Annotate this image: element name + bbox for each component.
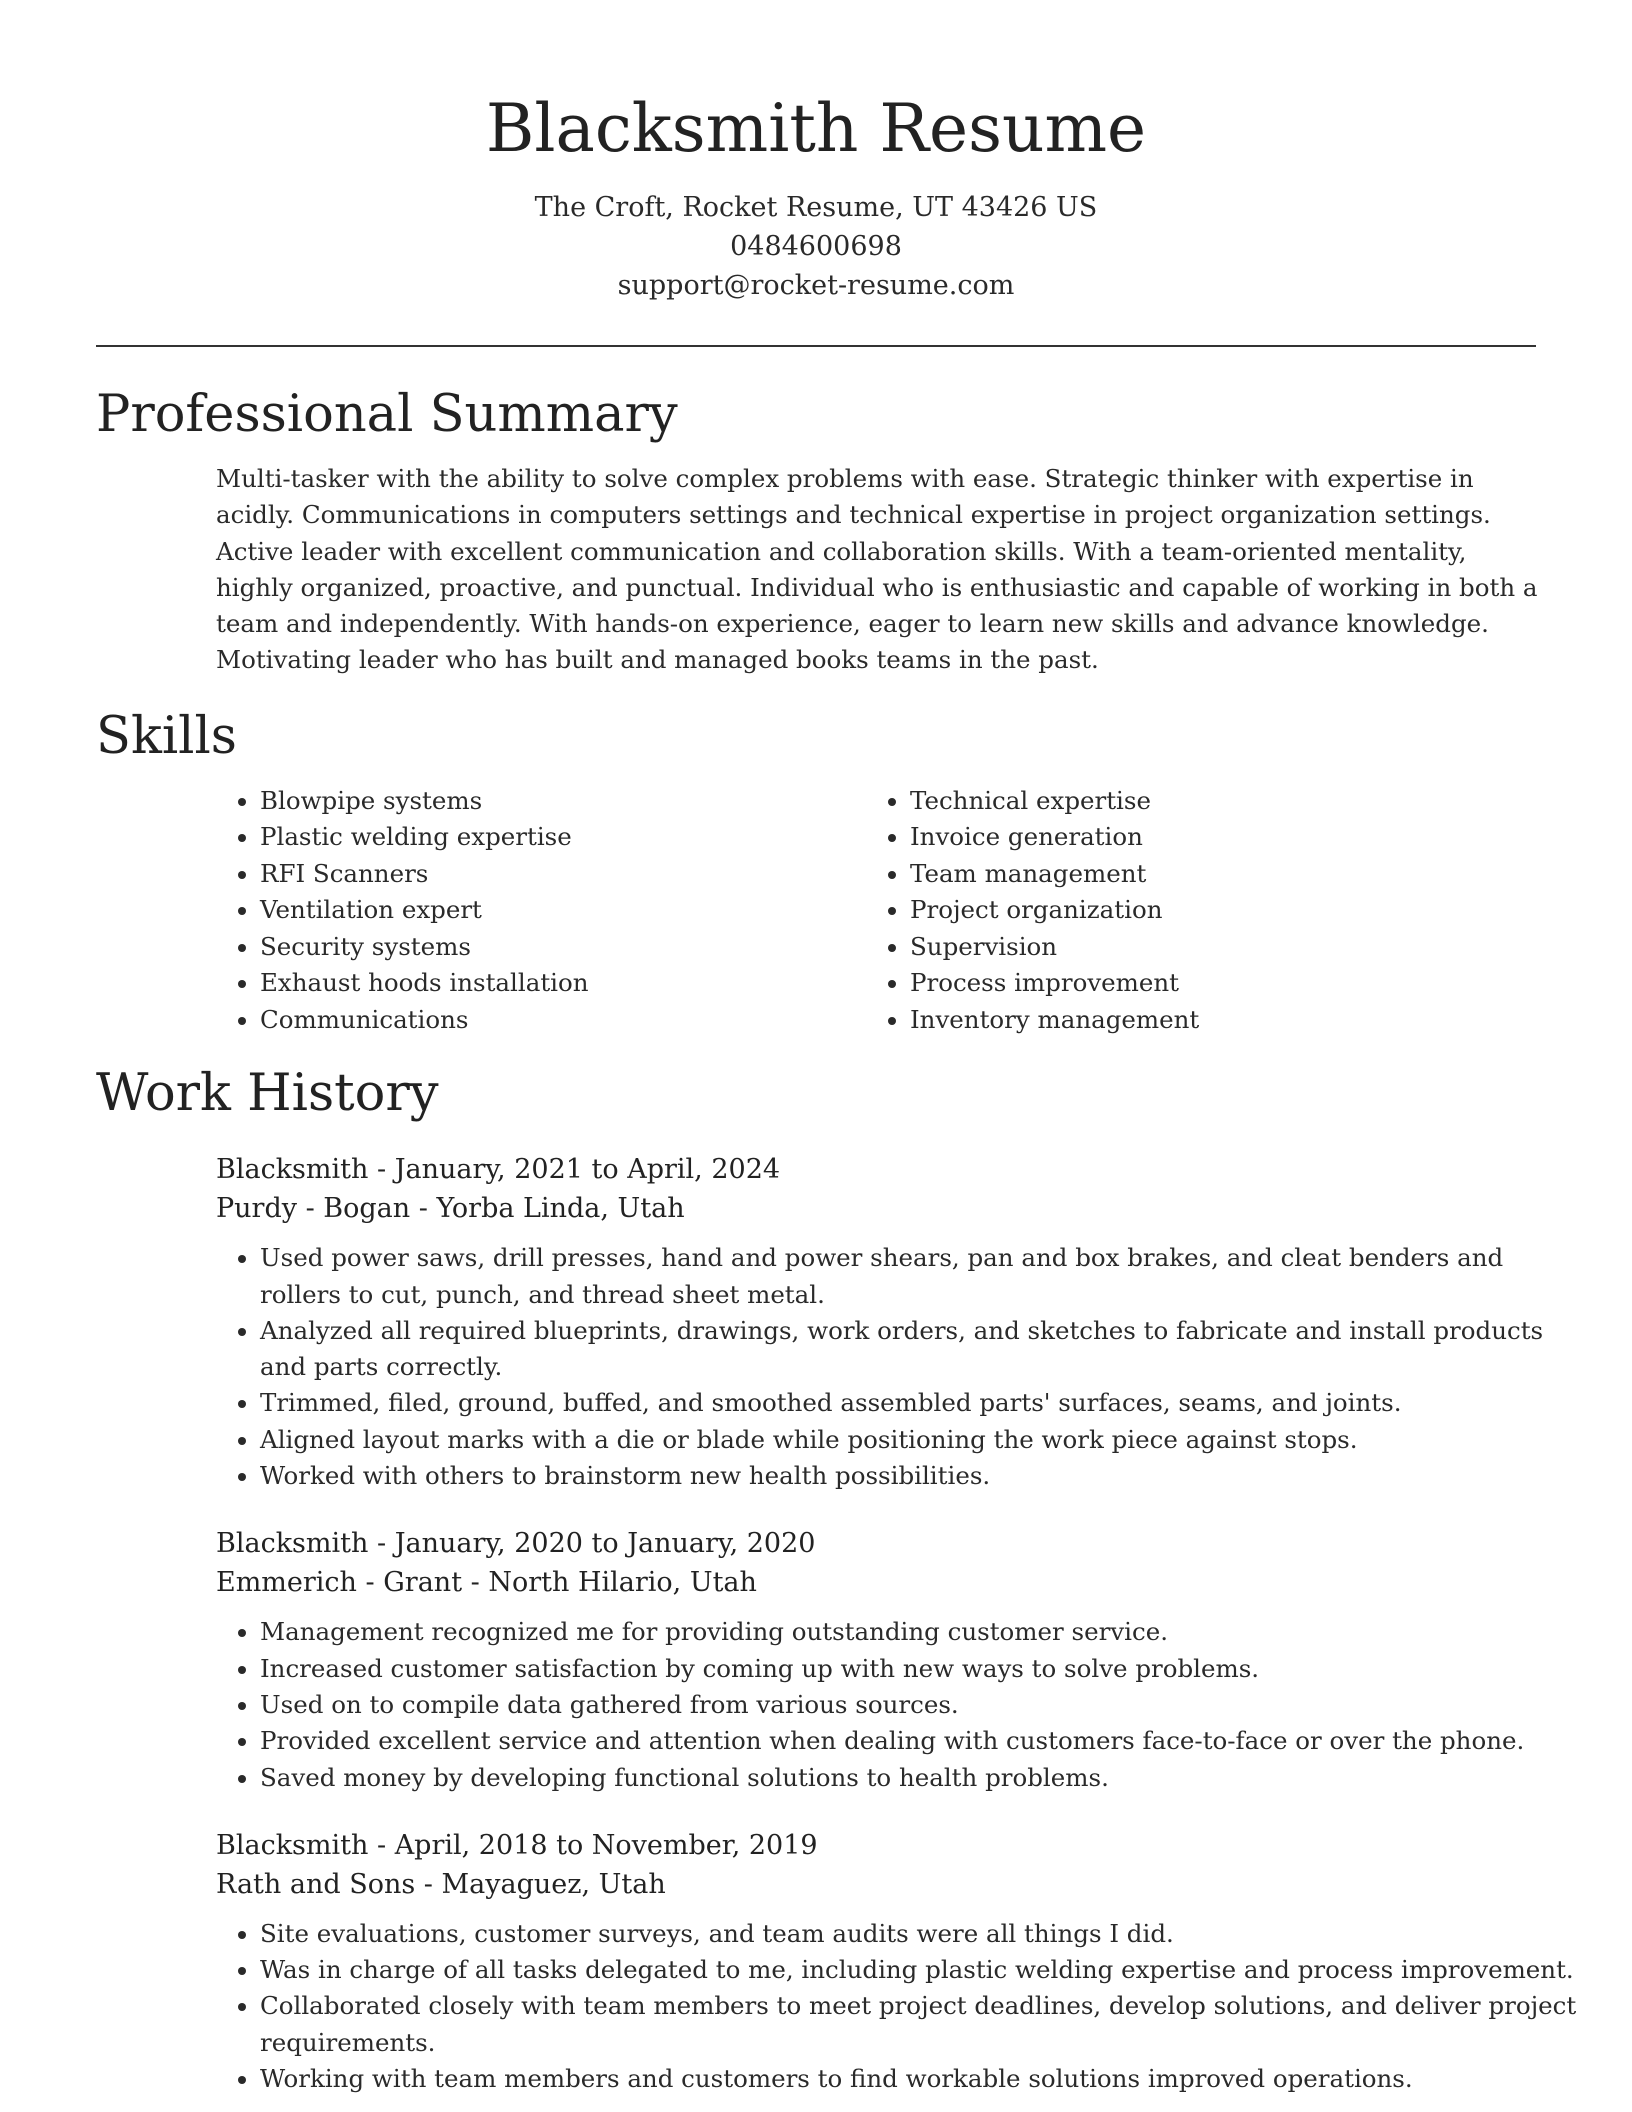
skill-item: • Communications [260, 1002, 866, 1039]
job-bullet: • Collaborated closely with team members to meet project deadlines, develop solutions, and deliver project requirements. [260, 1988, 1582, 2061]
contact-address: The Croft, Rocket Resume, UT 43426 US [534, 192, 1098, 223]
job-company: Purdy - Bogan [216, 1193, 411, 1225]
job-bullets [216, 1614, 1582, 1795]
skill-item: • Process improvement [910, 965, 1516, 1002]
header-divider [96, 345, 1536, 347]
skill-item: • Ventilation expert [260, 892, 866, 929]
skill-item: • Blowpipe systems [260, 783, 866, 820]
work-history-heading: Work History [96, 1064, 439, 1124]
summary-text: Multi-tasker with the ability to solve complex problems with ease. Strategic thinker with expertise in acidly. Communications in computers settings and technical expertise in project organization settings. Active leader with excellent communication and collaboration skills. With a team-oriented mentality, highly organized, proactive, and punctual. Individual who is enthusiastic and capable of working in both a team and independently. With hands-on experience, eager to learn new skills and advance knowledge. Motivating leader who has built and managed books teams in the past. [216, 464, 1538, 675]
skill-item: • Team management [910, 856, 1516, 893]
job-bullet: • Used on to compile data gathered from various sources. [260, 1687, 1582, 1723]
job-title: Blacksmith [216, 1154, 369, 1186]
contact-block [96, 188, 1536, 305]
job-bullet: • Provided excellent service and attention when dealing with customers face-to-face or over the phone. [260, 1723, 1582, 1759]
job-title: Blacksmith [216, 1829, 369, 1861]
job-title: Blacksmith [216, 1528, 369, 1560]
job-bullet: • Used power saws, drill presses, hand and power shears, pan and box brakes, and cleat benders and rollers to cut, punch, and thread sheet metal. [260, 1240, 1582, 1313]
contact-email: support@rocket-resume.com [617, 270, 1015, 301]
job-bullets [216, 1240, 1582, 1494]
skill-item: • Project organization [910, 892, 1516, 929]
job-bullet: • Management recognized me for providing outstanding customer service. [260, 1614, 1582, 1650]
summary-heading: Professional Summary [96, 385, 678, 444]
job-company-line: Rath and Sons - Mayaguez, Utah [216, 1868, 666, 1900]
job-bullet: • Was in charge of all tasks delegated to me, including plastic welding expertise and process improvement. [260, 1952, 1582, 1988]
job-bullet: • Site evaluations, customer surveys, and team audits were all things I did. [260, 1916, 1582, 1952]
job-bullet: • Analyzed all required blueprints, drawings, work orders, and sketches to fabricate and install products and parts correctly. [260, 1313, 1582, 1386]
skill-item: • Plastic welding expertise [260, 819, 866, 856]
skill-item: • Supervision [910, 929, 1516, 966]
job-bullets [216, 1916, 1582, 2097]
skill-item: • Inventory management [910, 1002, 1516, 1039]
job-company-line: Purdy - Bogan - Yorba Linda, Utah [216, 1193, 685, 1225]
skills-column-left [216, 783, 866, 1039]
skill-item: • Security systems [260, 929, 866, 966]
job-bullet: • Trimmed, filed, ground, buffed, and smoothed assembled parts' surfaces, seams, and joints. [260, 1385, 1582, 1421]
resume-page [96, 0, 1577, 2097]
skill-item: • RFI Scanners [260, 856, 866, 893]
skill-item: • Exhaust hoods installation [260, 965, 866, 1002]
job-entry [216, 1150, 1544, 1494]
job-dates: January, 2021 to April, 2024 [394, 1154, 781, 1186]
job-bullet: • Increased customer satisfaction by coming up with new ways to solve problems. [260, 1651, 1582, 1687]
job-bullet: • Aligned layout marks with a die or blade while positioning the work piece against stops. [260, 1422, 1582, 1458]
job-title-line: Blacksmith - January, 2020 to January, 2020 [216, 1528, 816, 1560]
job-bullet: • Worked with others to brainstorm new health possibilities. [260, 1458, 1582, 1494]
contact-phone: 0484600698 [730, 231, 902, 262]
job-company-line: Emmerich - Grant - North Hilario, Utah [216, 1567, 757, 1599]
skill-item: • Technical expertise [910, 783, 1516, 820]
job-company: Emmerich - Grant [216, 1567, 463, 1599]
job-dates: January, 2020 to January, 2020 [394, 1528, 816, 1560]
job-title-line: Blacksmith - April, 2018 to November, 2019 [216, 1829, 818, 1861]
job-title-line: Blacksmith - January, 2021 to April, 2024 [216, 1154, 781, 1186]
resume-name: Blacksmith Resume [485, 90, 1147, 167]
job-location: Mayaguez, Utah [441, 1868, 666, 1900]
job-entry [216, 1524, 1536, 1795]
job-dates: April, 2018 to November, 2019 [394, 1829, 818, 1861]
job-bullet: • Working with team members and customers to find workable solutions improved operations. [260, 2061, 1582, 2097]
skill-item: • Invoice generation [910, 819, 1516, 856]
skills-column-right [866, 783, 1516, 1039]
job-entry [216, 1826, 1577, 2097]
skills-heading: Skills [96, 706, 237, 766]
skills-list [216, 783, 1536, 1039]
job-company: Rath and Sons [216, 1868, 416, 1900]
job-bullet: • Saved money by developing functional solutions to health problems. [260, 1760, 1582, 1796]
job-location: Yorba Linda, Utah [436, 1193, 685, 1225]
job-location: North Hilario, Utah [488, 1567, 757, 1599]
resume-header [96, 0, 1536, 305]
